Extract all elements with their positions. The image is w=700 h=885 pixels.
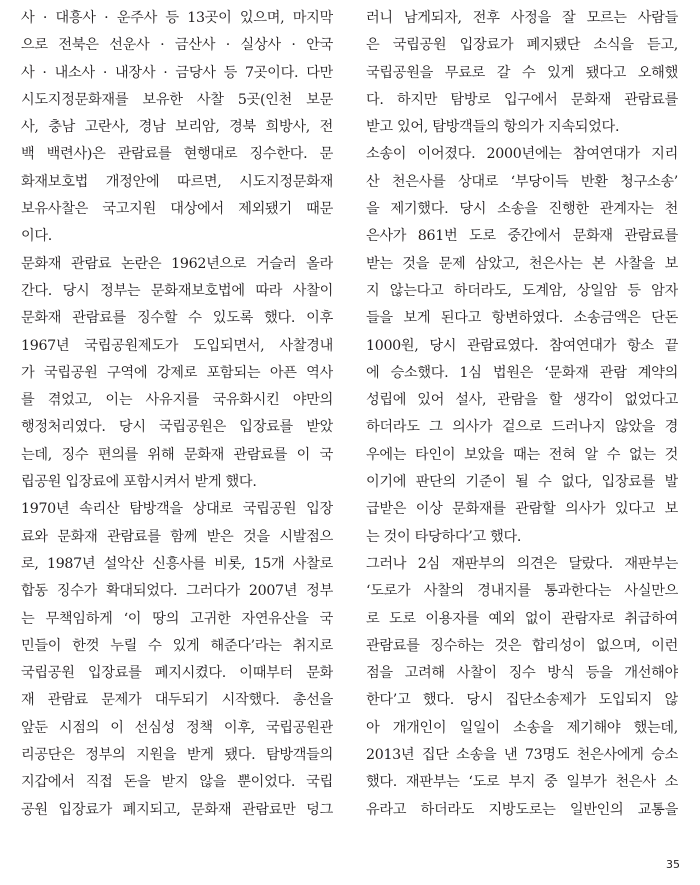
- text-line: 은사가 861번 도로 중간에서 문화재 관람료를: [366, 228, 678, 245]
- text-line: 료와 문화재 관람료를 함께 받은 것을 시발점으: [21, 528, 333, 545]
- text-line: 으로 전북은 선운사 · 금산사 · 실상사 · 안국: [21, 37, 333, 54]
- text-line: 지 않는다고 하더라도, 도계암, 상일암 등 암자: [366, 282, 678, 299]
- text-line: 받고 있어, 탐방객들의 항의가 지속되었다.: [366, 119, 620, 136]
- text-line: 보유사찰은 국고지원 대상에서 제외됐기 때문: [21, 201, 333, 218]
- text-line: 소송이 이어졌다. 2000년에는 참여연대가 지리: [366, 146, 678, 163]
- text-line: 간다. 당시 정부는 문화재보호법에 따라 사찰이: [21, 282, 333, 299]
- text-line: 리공단은 정부의 지원을 받게 됐다. 탐방객들의: [21, 747, 333, 764]
- right-text-column: [366, 5, 678, 824]
- text-line: 화재보호법 개정안에 따르면, 시도지정문화재: [21, 173, 333, 190]
- text-line: 사 · 내소사 · 내장사 · 금당사 등 7곳이다. 다만: [21, 64, 333, 81]
- text-line: 한다’고 했다. 당시 집단소송제가 도입되지 않: [366, 692, 678, 709]
- text-line: 국립공원을 무료로 갈 수 있게 됐다고 오해했: [366, 64, 678, 81]
- text-line: ‘도로가 사찰의 경내지를 통과한다는 사실만으: [366, 583, 678, 600]
- text-line: 하더라도 그 의사가 겉으로 드러나지 않았을 경: [366, 419, 678, 436]
- text-line: 1970년 속리산 탐방객을 상대로 국립공원 입장: [21, 501, 333, 518]
- text-line: 아 개개인이 일일이 소송을 제기해야 했는데,: [366, 719, 678, 736]
- text-line: 는 것이 타당하다’고 했다.: [366, 528, 522, 545]
- text-line: 이기에 판단의 기준이 될 수 없다, 입장료를 발: [366, 474, 678, 491]
- text-line: 로, 1987년 설악산 신흥사를 비롯, 15개 사찰로: [21, 555, 333, 572]
- text-line: 관람료를 징수하는 것은 합리성이 없으며, 이런: [366, 637, 678, 654]
- text-line: 점을 고려해 사찰이 징수 방식 등을 개선해야: [366, 665, 678, 682]
- text-line: 다. 하지만 탐방로 입구에서 문화재 관람료를: [366, 91, 678, 108]
- text-line: 을 제기했다. 당시 소송을 진행한 관계자는 천: [366, 201, 678, 218]
- page-number: 35: [666, 858, 680, 871]
- text-line: 문화재 관람료를 징수할 수 있도록 했다. 이후: [21, 310, 333, 327]
- text-line: 했다. 재판부는 ‘도로 부지 중 일부가 천은사 소: [366, 774, 678, 791]
- text-line: 지갑에서 직접 돈을 받지 않을 뿐이었다. 국립: [21, 774, 333, 791]
- text-line: 가 국립공원 구역에 강제로 포함되는 아픈 역사: [21, 364, 333, 381]
- text-line: 를 겪었고, 이는 사유지를 국유화시킨 야만의: [21, 392, 333, 409]
- text-line: 은 국립공원 입장료가 폐지됐단 소식을 듣고,: [366, 37, 678, 54]
- text-line: 1000원, 당시 관람료였다. 참여연대가 항소 끝: [366, 337, 678, 354]
- text-line: 2013년 집단 소송을 낸 73명도 천은사에게 승소: [366, 747, 678, 764]
- text-line: 는데, 징수 편의를 위해 문화재 관람료를 이 국: [21, 446, 333, 463]
- left-text-column: [21, 5, 333, 824]
- text-line: 받는 것을 문제 삼았고, 천은사는 본 사찰을 보: [366, 255, 678, 272]
- text-line: 문화재 관람료 논란은 1962년으로 거슬러 올라: [21, 255, 333, 272]
- text-line: 우에는 타인이 보았을 때는 전혀 알 수 없는 것: [366, 446, 678, 463]
- text-line: 유라고 하더라도 지방도로는 일반인의 교통을: [366, 801, 678, 818]
- text-line: 공원 입장료가 폐지되고, 문화재 관람료만 덩그: [21, 801, 333, 818]
- text-line: 러니 남게되자, 전후 사정을 잘 모르는 사람들: [366, 10, 678, 26]
- text-line: 성립에 있어 설사, 관람을 할 생각이 없었다고: [366, 392, 678, 409]
- text-line: 합동 징수가 확대되었다. 그러다가 2007년 정부: [21, 583, 333, 600]
- text-line: 앞둔 시점의 이 선심성 정책 이후, 국립공원관: [21, 719, 333, 736]
- text-line: 급받은 이상 문화재를 관람할 의사가 있다고 보: [366, 501, 678, 518]
- text-line: 들을 보게 된다고 항변하였다. 소송금액은 단돈: [366, 310, 678, 327]
- text-line: 로 도로 이용자를 예외 없이 관람자로 취급하여: [366, 610, 678, 627]
- text-line: 행정처리였다. 당시 국립공원은 입장료를 받았: [21, 419, 333, 436]
- text-line: 시도지정문화재를 보유한 사찰 5곳(인천 보문: [21, 91, 333, 108]
- text-line: 산 천은사를 상대로 ‘부당이득 반환 청구소송’: [366, 173, 678, 190]
- text-line: 사, 충남 고란사, 경남 보리암, 경북 희방사, 전: [21, 119, 333, 136]
- text-line: 1967년 국립공원제도가 도입되면서, 사찰경내: [21, 337, 333, 354]
- text-line: 사 · 대흥사 · 운주사 등 13곳이 있으며, 마지막: [21, 10, 333, 26]
- text-line: 재 관람료 문제가 대두되기 시작했다. 총선을: [21, 692, 333, 709]
- text-line: 이다.: [21, 228, 53, 245]
- text-line: 는 무책임하게 ‘이 땅의 고귀한 자연유산을 국: [21, 610, 333, 627]
- text-line: 그러나 2심 재판부의 의견은 달랐다. 재판부는: [366, 555, 678, 572]
- text-line: 백 백련사)은 관람료를 현행대로 징수한다. 문: [21, 146, 333, 163]
- text-line: 립공원 입장료에 포함시켜서 받게 했다.: [21, 474, 257, 491]
- text-line: 에 승소했다. 1심 법원은 ‘문화재 관람 계약의: [366, 364, 678, 381]
- text-line: 국립공원 입장료를 폐지시켰다. 이때부터 문화: [21, 665, 333, 682]
- text-line: 민들이 한껏 누릴 수 있게 해준다’라는 취지로: [21, 637, 333, 654]
